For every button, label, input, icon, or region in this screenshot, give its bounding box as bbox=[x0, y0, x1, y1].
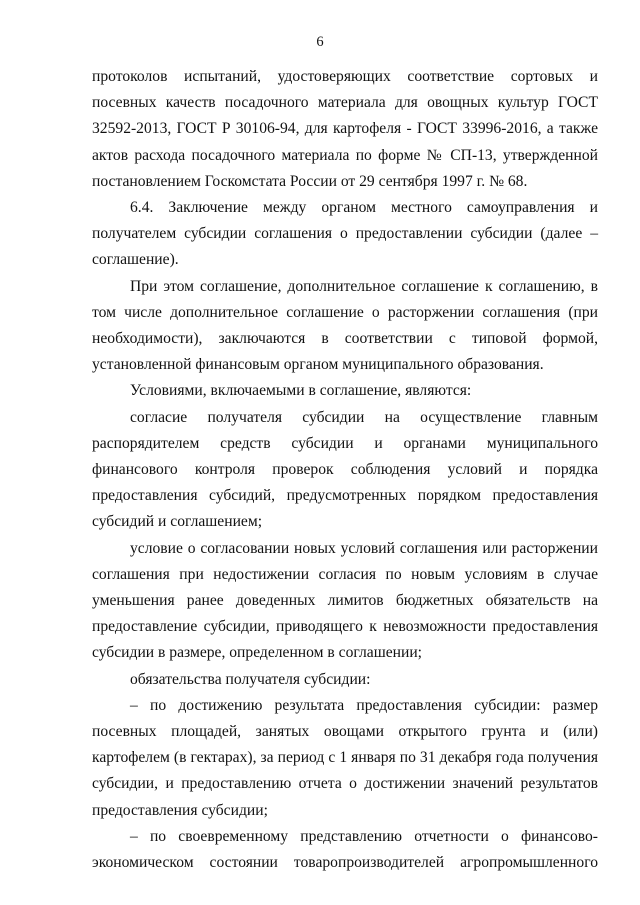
paragraph-gost-documents: протоколов испытаний, удостоверяющих соответствие сортовых и посевных качеств посадочного материала для овощных культур ГОСТ 32592-2013, ГОСТ Р 30106-94, для картофеля - ГОСТ 33996-2016, а также актов расхода посадочного материала по форме № СП-13, утвержденной постановлением Госкомстата России от 29 сентября 1997 г. № 68. bbox=[92, 68, 598, 190]
paragraph-conditions-intro: Условиями, включаемыми в соглашение, являются: bbox=[130, 382, 472, 400]
paragraph-consent-inspections: согласие получателя субсидии на осуществление главным распорядителем средств субсидии и органами муниципального финансового контроля проверок соблюдения условий и порядка предоставления субсидий, предусмотренных порядком предоставления субсидий и соглашением; bbox=[92, 408, 598, 531]
paragraph-6-4-agreement: 6.4. Заключение между органом местного самоуправления и получателем субсидии соглашения о предоставлении субсидии (далее – соглашение). bbox=[92, 199, 598, 269]
paragraph-new-conditions: условие о согласовании новых условий соглашения или расторжении соглашения при недостижении согласия по новым условиям в случае уменьшения ранее доведенных лимитов бюджетных обязательств на предоставление субсидии, приводящего к невозможности предоставления субсидии в размере, определенном в соглашении; bbox=[92, 539, 598, 662]
document-body bbox=[92, 64, 598, 876]
page-number: 6 bbox=[316, 34, 324, 50]
paragraph-result-obligation: – по достижению результата предоставления субсидии: размер посевных площадей, занятых овощами открытого грунта и (или) картофелем (в гектарах), за период с 1 января по 31 декабря года получения субсидии, и предоставлению отчета о достижении значений результатов предоставления субсидии; bbox=[92, 696, 598, 819]
paragraph-obligations-intro: обязательства получателя субсидии: bbox=[130, 670, 371, 688]
paragraph-reporting-obligation: – по своевременному представлению отчетности о финансово-экономическом состоянии товаропроизводителей агропромышленного bbox=[92, 827, 598, 872]
paragraph-additional-agreement: При этом соглашение, дополнительное соглашение к соглашению, в том числе дополнительное соглашение о расторжении соглашения (при необходимости), заключаются в соответствии с типовой формой, установленной финансовым органом муниципального образования. bbox=[92, 277, 598, 374]
